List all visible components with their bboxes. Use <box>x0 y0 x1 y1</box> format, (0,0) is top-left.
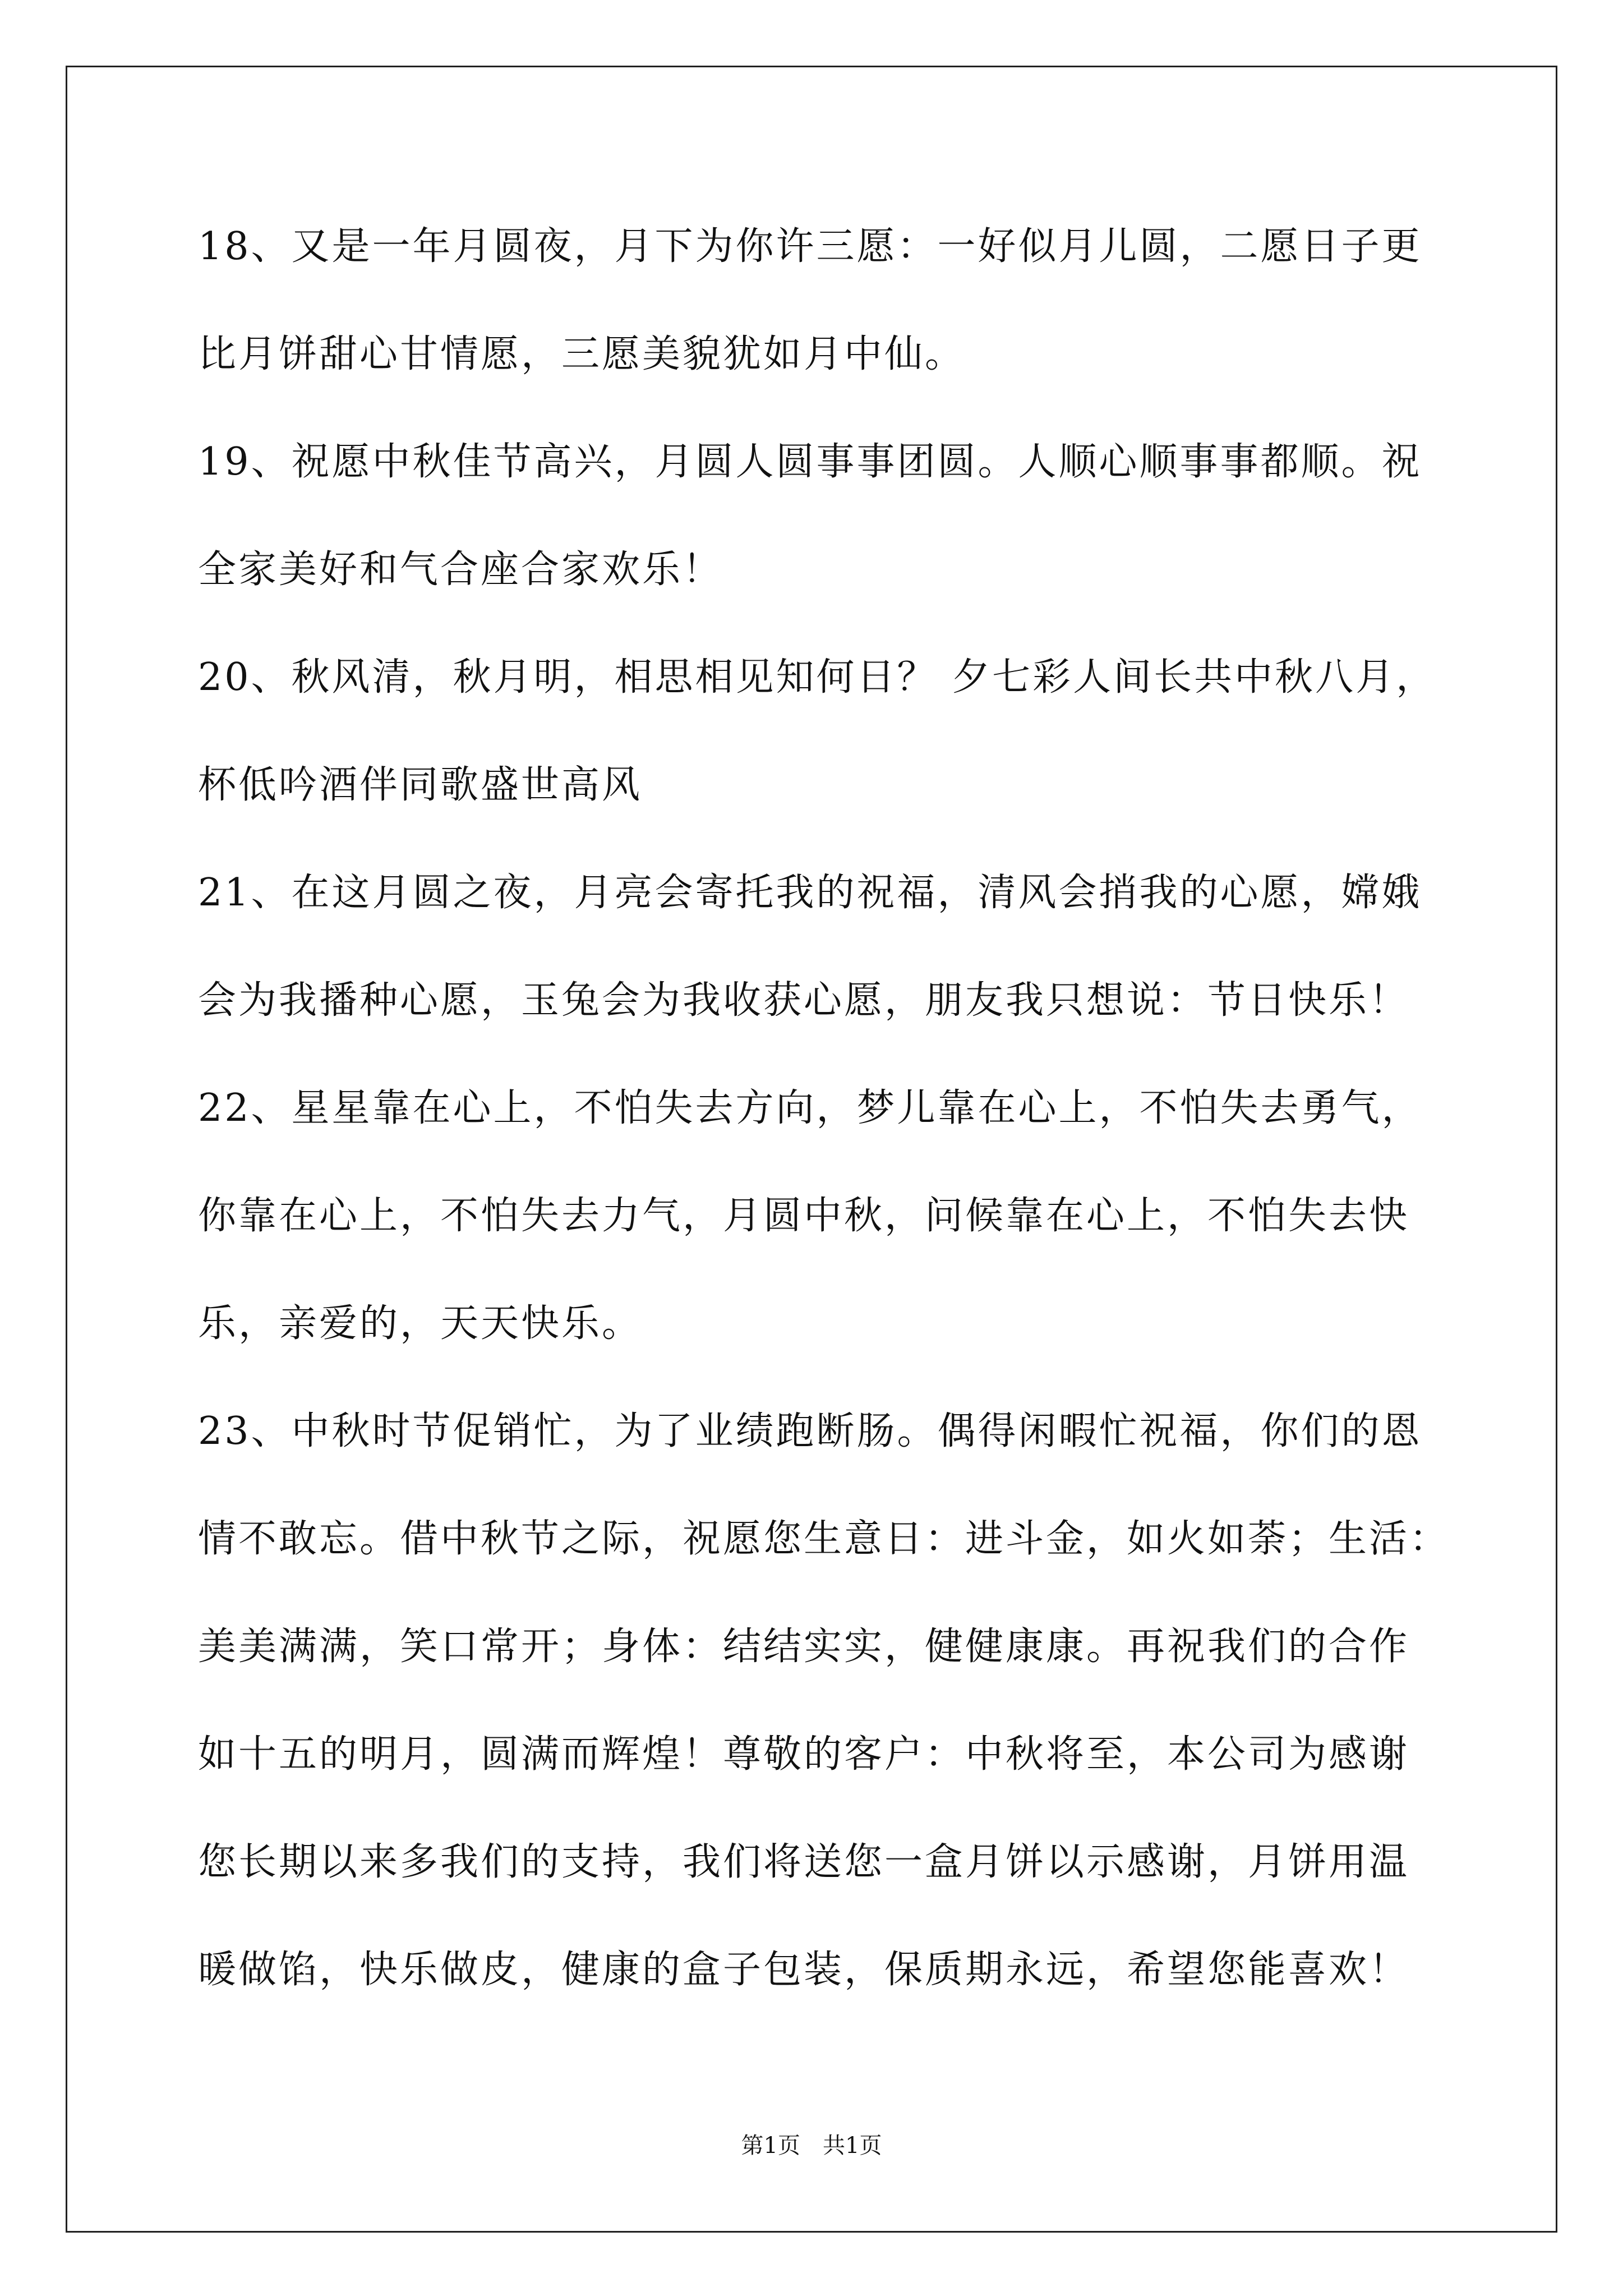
text-line: 杯低吟酒伴同歌盛世高风 <box>198 763 643 807</box>
text-line: 您长期以来多我们的支持，我们将送您一盒月饼以示感谢，月饼用温 <box>198 1840 1410 1884</box>
document-body <box>198 216 1482 2047</box>
text-line: 20、秋风清，秋月明，相思相见知何日？ 夕七彩人间长共中秋八月， <box>198 655 1437 700</box>
text-line: 19、祝愿中秋佳节高兴，月圆人圆事事团圆。人顺心顺事事都顺。祝 <box>198 440 1422 484</box>
text-line: 23、中秋时节促销忙，为了业绩跑断肠。偶得闲暇忙祝福，你们的恩 <box>198 1409 1422 1453</box>
text-line: 你靠在心上，不怕失去力气，月圆中秋，问候靠在心上，不怕失去快 <box>198 1194 1410 1238</box>
text-line: 22、星星靠在心上，不怕失去方向，梦儿靠在心上，不怕失去勇气， <box>198 1086 1422 1130</box>
text-line: 如十五的明月，圆满而辉煌！尊敬的客户：中秋将至，本公司为感谢 <box>198 1732 1410 1777</box>
text-line: 情不敢忘。借中秋节之际，祝愿您生意日：进斗金，如火如荼；生活： <box>198 1517 1450 1561</box>
text-line: 比月饼甜心甘情愿，三愿美貌犹如月中仙。 <box>198 332 966 376</box>
text-line: 暖做馅，快乐做皮，健康的盒子包装，保质期永远，希望您能喜欢！ <box>198 1948 1410 1992</box>
text-line: 美美满满，笑口常开；身体：结结实实，健健康康。再祝我们的合作 <box>198 1625 1410 1669</box>
text-line: 18、又是一年月圆夜，月下为你许三愿：一好似月儿圆，二愿日子更 <box>198 224 1422 269</box>
text-line: 全家美好和气合座合家欢乐！ <box>198 547 723 592</box>
page-number-footer: 第1页 共1页 <box>741 2133 882 2159</box>
text-line: 会为我播种心愿，玉兔会为我收获心愿，朋友我只想说：节日快乐！ <box>198 978 1410 1023</box>
text-line: 乐，亲爱的，天天快乐。 <box>198 1301 643 1346</box>
text-line: 21、在这月圆之夜，月亮会寄托我的祝福，清风会捎我的心愿，嫦娥 <box>198 871 1422 915</box>
